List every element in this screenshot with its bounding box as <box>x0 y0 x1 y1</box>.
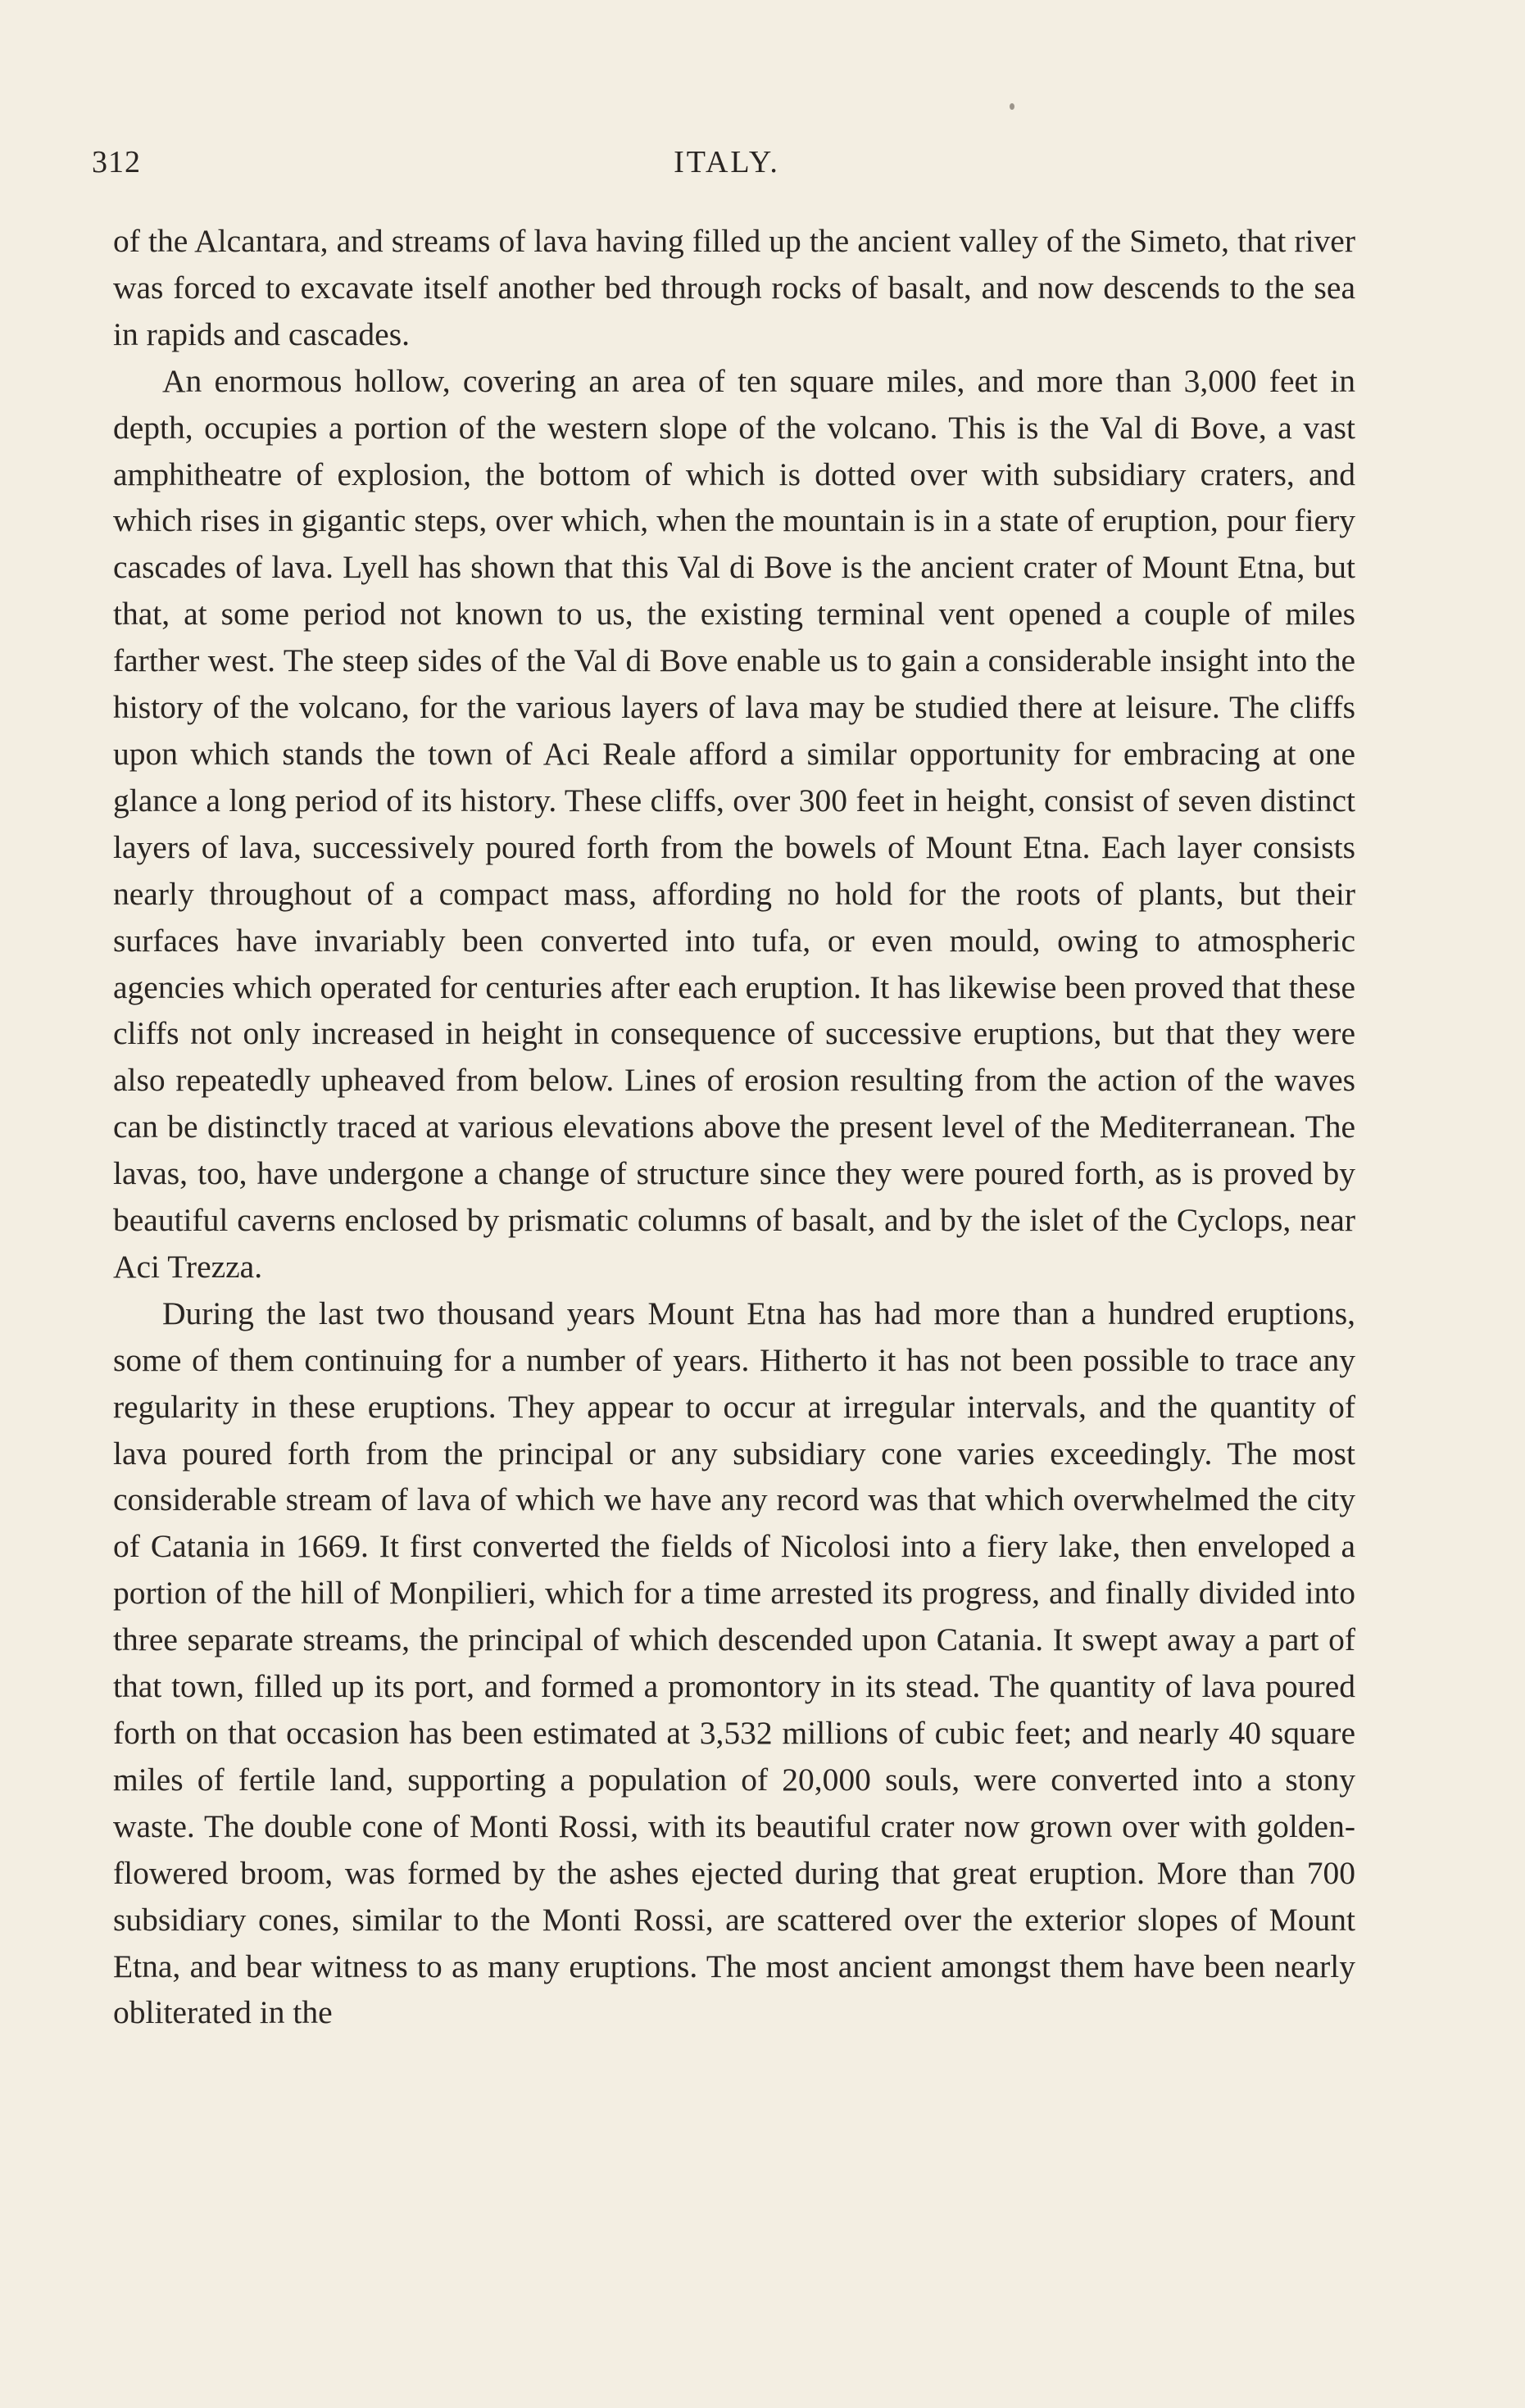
body-text <box>113 218 1355 2036</box>
paragraph-1: of the Alcantara, and streams of lava having filled up the ancient valley of the Simeto, that river was forced to excavate itself another bed through rocks of basalt, and now descends to the sea in rapids and cascades. <box>113 223 1355 352</box>
paragraph-3: During the last two thousand years Mount Etna has had more than a hundred eruptions, some of them continuing for a number of years. Hitherto it has not been possible to trace any regularity in these eruptions. They appear to occur at irregular intervals, and the quantity of lava poured forth from the principal or any subsidiary cone varies exceedingly. The most considerable stream of lava of which we have any record was that which overwhelmed the city of Catania in 1669. It first converted the fields of Nicolosi into a fiery lake, then enveloped a portion of the hill of Monpilieri, which for a time arrested its progress, and finally divided into three separate streams, the principal of which descended upon Catania. It swept away a part of that town, filled up its port, and formed a promontory in its stead. The quantity of lava poured forth on that occasion has been estimated at 3,532 millions of cubic feet; and nearly 40 square miles of fertile land, supporting a population of 20,000 souls, were converted into a stony waste. The double cone of Monti Rossi, with its beautiful crater now grown over with golden-flowered broom, was formed by the ashes ejected during that great eruption. More than 700 subsidiary cones, similar to the Monti Rossi, are scattered over the exterior slopes of Mount Etna, and bear witness to as many eruptions. The most ancient amongst them have been nearly obliterated in the <box>113 1295 1355 2031</box>
running-title: ITALY. <box>674 145 780 179</box>
running-head <box>92 144 1362 193</box>
page-number: 312 <box>92 145 141 179</box>
paragraph-2: An enormous hollow, covering an area of ten square miles, and more than 3,000 feet in depth, occupies a portion of the western slope of the volcano. This is the Val di Bove, a vast amphitheatre of explosion, the bottom of which is dotted over with subsidiary craters, and which rises in gigantic steps, over which, when the mountain is in a state of eruption, pour fiery cascades of lava. Lyell has shown that this Val di Bove is the ancient crater of Mount Etna, but that, at some period not known to us, the existing terminal vent opened a couple of miles farther west. The steep sides of the Val di Bove enable us to gain a considerable insight into the history of the volcano, for the various layers of lava may be studied there at leisure. The cliffs upon which stands the town of Aci Reale afford a similar opportunity for embracing at one glance a long period of its history. These cliffs, over 300 feet in height, consist of seven distinct layers of lava, successively poured forth from the bowels of Mount Etna. Each layer consists nearly throughout of a compact mass, affording no hold for the roots of plants, but their surfaces have invariably been converted into tufa, or even mould, owing to atmospheric agencies which operated for centuries after each eruption. It has likewise been proved that these cliffs not only increased in height in consequence of successive eruptions, but that they were also repeatedly upheaved from below. Lines of erosion resulting from the action of the waves can be distinctly traced at various elevations above the present level of the Mediterranean. The lavas, too, have undergone a change of structure since they were poured forth, as is proved by beautiful caverns enclosed by prismatic columns of basalt, and by the islet of the Cyclops, near Aci Trezza. <box>113 362 1355 1285</box>
ink-speck <box>1010 103 1014 110</box>
